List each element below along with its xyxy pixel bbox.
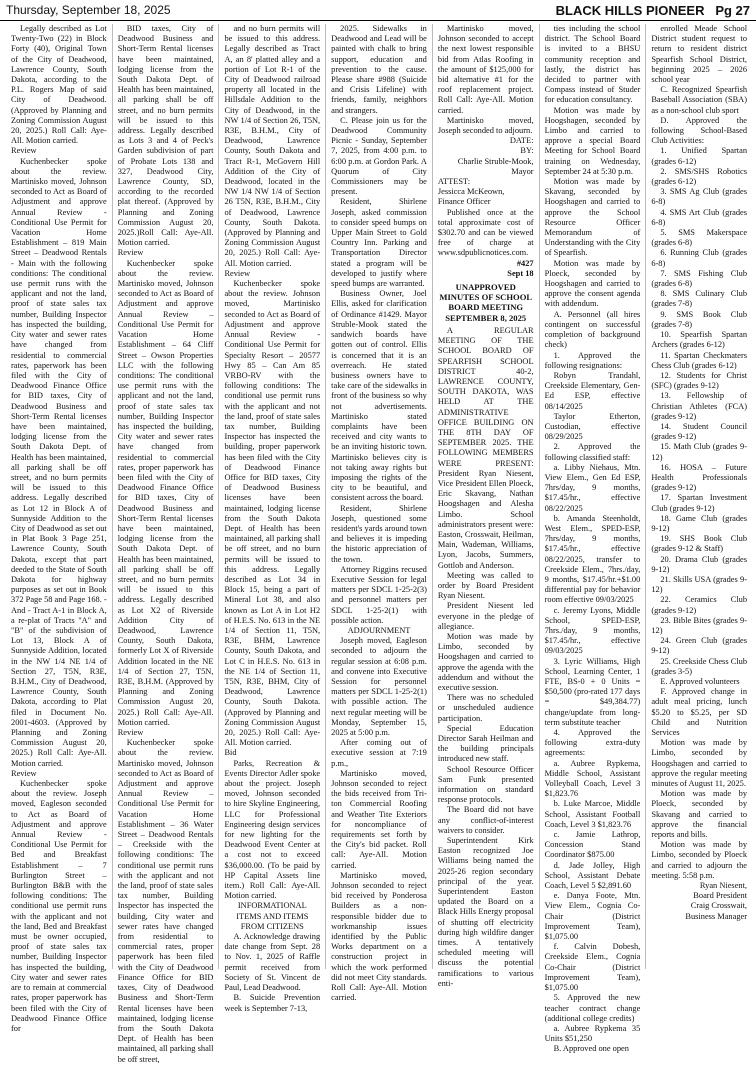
paragraph: 11. Spartan Checkmaters Chess Club (grades 6-12) [651,350,748,370]
paragraph: BY: [520,146,534,156]
paragraph: School Resource Officer Sam Funk presented information on standard response protocols. [437,764,534,805]
column-5 [433,24,540,988]
paragraph: Review [224,268,251,278]
paragraph: B. Suicide Prevention week is September 7-13, [224,993,321,1013]
paragraph: Motion was made by Skavang, seconded by Hoogshagen and carried to approve the School Resource Officer Memorandum of Understanding with the City of Spearfish. [544,177,641,258]
paragraph: 10. Spearfish Spartan Archers (grades 6-12) [651,330,748,350]
paragraph: BID taxes, City of Deadwood Business and Short-Term Rental licenses have been maintained, lodging license from the South Dakota Dept. of Health has been maintained, all parking shall be off street, and no burn permits will be issued to this address. Legally described as Lots 3 and 4 of Peck's Garden subdivision of part of Probate Lots 138 and 327, Deadwood City, Lawrence County, SD, according to the recorded plat thereof. (Approved by Planning and Zoning Commission August 20, 2025.)Roll Call: Aye-All. Motion carried. [117,24,214,248]
paragraph: D. Approved the following School-Based Club Activities: [651,115,748,146]
paragraph: Mayor [511,166,534,176]
paragraph: Attorney Riggins recused Executive Session for legal matters per SDCL 1-25-2(3) and personnel matters per SDCL 1-25-2(1) with possible action. [331,564,427,625]
column-2 [113,24,220,1064]
paragraph: ADJOURNMENT [347,625,411,635]
paragraph: A. Acknowledge drawing date change from Sept. 28 to Nov. 1, 2025 of Raffle permit received from Society of St. Vincent de Paul, Lead Deadwood. [224,932,321,993]
paragraph: INFORMATIONAL ITEMS AND ITEMS FROM CITIZENS [236,901,309,931]
paragraph: Charlie Struble-Mook, [457,156,534,166]
paragraph: f. Calvin Dobesh, Creekside Elem., Cognia Co-Chair (District Improvement Team), $1,075.00 [544,942,641,993]
column-6 [540,24,647,1054]
paragraph: 8. SMS Culinary Club (grades 7-8) [651,289,748,309]
paragraph: 22. Ceramics Club (grades 9-12) [651,595,748,615]
paragraph: Ryan Niesent, [699,881,748,891]
paragraph: Business Manager [685,911,748,921]
paragraph: 3. SMS Ag Club (grades 6-8) [651,187,748,207]
paragraph: ties including the school district. The School Board is invited to a BHSU community reception and lastly, the district has decided to partner with Compass instead of Studer for education consultancy. [544,24,641,105]
paragraph: Craig Crosswait, [690,901,748,911]
publication-name: BLACK HILLS PIONEER [555,2,705,18]
paragraph: e. Danya Foote, Mtn. View Elem., Cognia Co-Chair (District Improvement Team), $1,075.00 [544,891,641,942]
paragraph: After coming out of executive session at 7:19 p.m., [331,738,427,768]
paragraph: 1. Unified Spartan (grades 6-12) [651,146,748,166]
paragraph: 3. Lyric Williams, High School, Learning Center, 1 FTE, BS-0 + 0 Units = $50,500 (pro-rated 177 days = $49,384.77) change/update from long-term substitute teacher [544,656,641,727]
paragraph: Sept 18 [507,268,534,278]
paragraph: Resident, Shirlene Joseph, asked commission to consider speed bumps on Upper Main Street to Gold Country Inn. Parking and Transportation Director stated a program will be developed to justify where speed bumps are warranted. [331,197,427,289]
paragraph: b. Amanda Steenholdt, West Elem., SPED-ESP, 7hrs/day, 9 months, $17.45/hr., effective 08/22/2025, transfer to Creekside Elem., 7hrs./day, 9 months, $17.45/hr.+$1.00 differential pay for behavior room effective 09/03/2025 [544,513,641,605]
paragraph: 21. Skills USA (grades 9-12) [651,574,748,595]
paragraph: Review [117,248,144,258]
paragraph: Motion was made by Ploeck, seconded by Hoogshagen and carried to approve the consent agenda with addendum. [544,258,641,309]
paragraph: The Board did not have any conflict-of-interest waivers to consider. [437,805,534,835]
paragraph: 2. SMS/SHS Robotics (grades 6-12) [651,166,748,187]
paragraph: Meeting was called to order by Board President Ryan Niesent. [437,570,534,601]
paragraph: There was no scheduled or unscheduled audience participation. [437,693,534,723]
paragraph: DATE: [509,136,534,146]
paragraph: 5. Approved the new teacher contract change (additional college credits) [544,993,641,1023]
paragraph: enrolled Meade School District student request to return to resident district Spearfish School District, beginning 2025 – 2026 school year [651,24,748,85]
issue-date: Thursday, September 18, 2025 [6,3,171,17]
page-number: Pg 27 [715,2,750,18]
paragraph: E. Approved volunteers [660,677,740,686]
paragraph: Bid [224,748,237,758]
paragraph: Kuchenbecker spoke about the review. Joseph moved, Eagleson seconded to Act as Board of Adjustment and approve Annual Review - Conditional Use Permit for Bed and Breakfast Establishment – 7 Burlington Street – Burlington B&B with the following conditions: The conditional use permit runs with the applicant and not the land, Bed and Breakfast must be owner occupied, proof of state sales tax number, Building Inspector has inspected the building, City water and sewer rates are to remain at commercial rates, proper paperwork has been filed with the City of Deadwood Finance Office for [11,779,107,1033]
paragraph: Kuchenbecker spoke about the review. Martinisko moved, Johnson seconded to Act as Board of Adjustment and approve Annual Review – Conditional Use Permit for Vacation Home Establishment – 36 Water Street – Deadwood Rentals – Creekside with the following conditions: The conditional use permit runs with the applicant and not the land, proof of state sales tax number, Building Inspector has inspected the building, City water and sewer rates have changed from residential to commercial rates, proper paperwork has been filed with the City of Deadwood Finance Office for BID taxes, City of Deadwood Business and Short-Term Rental licenses have been maintained, lodging license from the South Dakota Dept. of Health has been maintained, all parking shall be off street, [117,738,214,1064]
paragraph: 18. Game Club (grades 9-12) [651,513,748,533]
paragraph: 2025. Sidewalks in Deadwood and Lead will be painted with chalk to bring support, education and prevention to the cause. Please share #988 (Suicide and Crisis Lifeline) with friends, family, neighbors and strangers. [331,24,427,115]
column-7 [646,24,752,969]
paragraph: C. Recognized Spearfish Baseball Association (SBA) as a non-school club sport [651,85,748,115]
paragraph: Special Education Director Sarah Heilman and the building principals introduced new staff. [437,723,534,764]
paragraph: 20. Drama Club (grades 9-12) [651,554,748,574]
paragraph: d. Jade Jolley, High School, Assistant Debate Coach, Level 5 $2,891.60 [544,860,641,891]
paragraph: Joseph moved, Eagleson seconded to adjourn the regular session at 6:08 p.m. and convene into Executive Session for personnel matters per SDCL 1-25-2(1) with possible action. The next regular meeting will be Monday, September 15, 2025 at 5:00 p.m. [331,636,427,738]
paragraph: F. Approved change in adult meal pricing, lunch $5.20 to $5.25, per SD Child and Nutrition Services [651,687,748,738]
paragraph: 14. Student Council (grades 9-12) [651,421,748,442]
paragraph: 1. Approved the following resignations: [544,350,641,370]
column-1 [6,24,113,1033]
paragraph: 9. SMS Book Club (grades 7-8) [651,309,748,329]
paragraph: #427 [516,258,534,268]
paragraph: Robyn Trandahl, Creekside Elementary, Gen-Ed ESP, effective 08/14/2025 [544,370,641,411]
paragraph: 5. SMS Makerspace (grades 6-8) [651,228,748,248]
paragraph: Motion was made by Ploeck, seconded by Skavang and carried to approve the financial reports and bills. [651,789,748,840]
masthead [556,3,750,18]
paragraph: 17. Spartan Investment Club (grades 9-12) [651,493,748,513]
columns [0,21,756,1064]
paragraph: President Niesent led everyone in the pledge of allegiance. [437,601,534,631]
paragraph: Martinisko moved, Johnson seconded to accept the next lowest responsible bid from Atlas Roofing in the amount of $125,000 for bid alternative #1 for the roof replacement project. Roll Call: Aye-All. Motion carried. [437,24,534,115]
paragraph: 19. SHS Book Club (grades 9-12 & Staff) [651,534,748,554]
paragraph: Published once at the total approximate cost of $302.70 and can be viewed free of charge at www.sdpublicnotices.com. [437,207,534,258]
paragraph: a. Aubree Rypkema 35 Units $51,250 [544,1023,641,1044]
paragraph: c. Jeremy Lyons, Middle School, SPED-ESP, 7hrs./day, 9 months, $17.45/hr., effective 09/03/2025 [544,605,641,656]
paragraph: Motion was made by Limbo, seconded by Hoogshagen and carried to approve the regular meeting minutes of August 11, 2025. [651,738,748,789]
paragraph: Board President [693,891,748,901]
paragraph: Legally described as Lot Twenty-Two (22) in Block Forty (40), Original Town of the City of Deadwood, Lawrence County, South Dakota, according to the P.L. Rogers Map of said City of Deadwood. (Approved by Planning and Zoning Commission August 20, 2025.) Roll Call: Aye-All. Motion carried. [11,24,107,146]
paragraph: 4. SMS Art Club (grades 6-8) [651,207,748,227]
paragraph: Motion was made by Limbo, seconded by Ploeck and carried to adjourn the meeting. 5:58 p.m. [651,840,748,880]
paragraph: a. Aubree Rypkema, Middle School, Assistant Volleyball Coach, Level 3 $1,823.76 [544,758,641,799]
paragraph: 7. SMS Fishing Club (grades 6-8) [651,268,748,289]
paragraph: A REGULAR MEETING OF THE SCHOOL BOARD OF SPEARFISH SCHOOL DISTRICT 40-2, LAWRENCE COUNTY, SOUTH DAKOTA, WAS HELD AT THE ADMINISTRATIVE OFFICE BUILDING ON THE 8TH DAY OF SEPTEMBER 2025. THE FOLLOWING MEMBERS WERE PRESENT: President Ryan Niesent, Vice President Ellen Ploeck, Eric Skavang, Nathan Hoogshagen and Alesha Limbo. School administrators present were: Easton, Crosswait, Heilman, Main, Wademan, Williams, Lyon, Jacobs, Summers, Gottlob and Anderson. [437,325,534,570]
paragraph: Resident, Shirlene Joseph, questioned some resident's yards around town and believes it is impeding the historic appreciation of the town. [331,503,427,564]
paragraph: A. Personnel (all hires contingent on successful completion of background check) [544,309,641,350]
paragraph: 24. Green Club (grades 9-12) [651,636,748,656]
column-3 [219,24,326,1013]
paragraph: Martinisko moved, Johnson seconded to reject bid received by Ponderosa Builders as a non-responsible bidder due to workmanship issues identified by the Public Works department on a construction project in which the work performed did not meet City standards. Roll Call: Aye-All. Motion carried. [331,870,427,1003]
paragraph: 2. Approved the following classified staff: [544,442,641,462]
paragraph: Review [117,728,144,738]
paragraph: Motion was made by Limbo, seconded by Hoogshagen and carried to approve the agenda with the addendum and without the executive session. [437,631,534,692]
paragraph: Martinisko moved, Joseph seconded to adjourn. [437,115,534,136]
paragraph: 15. Math Club (grades 9-12) [651,442,748,462]
paragraph: 6. Running Club (grades 6-8) [651,248,748,268]
paragraph: 25. Creekside Chess Club (grades 3-5) [651,656,748,676]
paragraph: and no burn permits will be issued to this address. Legally described as Tract A, an 8' platted alley and a portion of Lot R-1 of the City of Deadwood railroad property all located in the Hillsdale Addition to the City of Deadwood, in the NW 1/4 of Section 26, T5N, R3E, B.H.M., City of Deadwood, Lawrence County, South Dakota and Tract R-1, McGovern Hill Addition of the City of Deadwood, located in the NW 1/4 NW 1/4 of Section 26 T5N, R3E, B.H.M., City of Deadwood, Lawrence County, South Dakota. (Approved by Planning and Zoning Commission August 20, 2025.) Roll Call: Aye-All. Motion carried. [224,24,321,268]
paragraph: 4. Approved the following extra-duty agreements: [544,728,641,758]
paragraph: 12. Students for Christ (SFC) (grades 9-12) [651,370,748,391]
paragraph: Review [11,768,37,778]
paragraph: ATTEST: [437,177,471,187]
paragraph: Jessicca McKeown, [437,187,505,197]
paragraph: 13. Fellowship of Christian Athletes (FCA) (grades 9-12) [651,391,748,421]
paragraph: a. Libby Niehaus, Mtn. View Elem., Gen Ed ESP, 7hrs/day, 9 months, $17.45/hr., effective 08/22/2025 [544,462,641,513]
paragraph: C. Please join us for the Deadwood Community Picnic - Sunday, September 7, 2025, from 4:00 p.m. to 6:00 p.m. at Gordon Park. A Quorum of City Commissioners may be present. [331,115,427,197]
column-4 [326,24,433,1003]
paragraph: Kuchenbecker spoke about the review. Johnson moved, Martinisko seconded to Act as Board of Adjustment and approve Annual Review - Conditional Use Permit for Specialty Resort – 20577 Hwy 85 – Can Am 85 VRBO-RV with the following conditions: The conditional use permit runs with the applicant and not the land, proof of state sales tax number, Building Inspector has inspected the building, proper paperwork has been filed with the City of Deadwood Finance Office for BID taxes, City of Deadwood Business licenses have been maintained, lodging license from the South Dakota Dept. of Health has been maintained, all parking shall be off street, and no burn permits will be issued to this address. Legally described as Lot 34 in Block 15, being a part of Mineral Lot 38, and also known as Lot A in Lot H2 of H.E.S. No. 613 in the NE 1/4 of Section 11, T5N, R3E, BHM, Lawrence County, South Dakota, and Lot C in H.E.S. No. 613 in the NE 1/4 of Section 11, T5N, R3E, BHM, City of Deadwood, Lawrence County, South Dakota. (Approved by Planning and Zoning Commission August 20, 2025.) Roll Call: Aye-All. Motion carried. [224,279,321,748]
paragraph: Parks, Recreation & Events Director Adler spoke about the project. Joseph moved, Johnson seconded to hire Skyline Engineering, LLC for Professional Engineering design services for new lighting for the Deadwood Event Center at a cost not to exceed $36,000.00. (To be paid by HP Capital Assets line item.) Roll Call: Aye-All. Motion carried. [224,758,321,901]
page-header [0,0,756,21]
paragraph: Superintendent Kirk Easton recognized Joe Williams being named the 2025-26 region secondary principal of the year. Superintendent Easton updated the Board on a Black Hills Energy proposal of shutting off electricity during high wildfire danger times. A tentatively scheduled meeting will discuss the potential ramifications to various enti- [437,836,534,988]
paragraph: Motion was made by Hoogshagen, seconded by Limbo and carried to approve a special Board Meeting for School Board training on Wednesday, September 24 at 5:30 p.m. [544,105,641,176]
paragraph: Taylor Etherton, Custodian, effective 08/29/2025 [544,411,641,442]
paragraph: 23. Bible Bites (grades 9-12) [651,615,748,635]
paragraph: Martinisko moved, Johnson seconded to reject the bids received from Tri-ton Commercial Roofing and Weather Tite Exteriors for noncompliance of requirements set forth by the City's bid packet. Roll call: Aye-All. Motion carried. [331,768,427,870]
paragraph: c. Jamie Lathrop, Concession Stand Coordinator $875.00 [544,830,641,860]
paragraph: Business Owner, Joel Ellis, asked for clarification of Ordinance #1429. Mayor Struble-Mook stated the sandwich boards have gotten out of control. Ellis is concerned that it is an overreach. He stated business owners have to take care of the sidewalks in front of the business so why not advertisements. Martinisko stated complaints have been received and city wants to be an inviting historic town. Martinisko believes city is not taking away rights but imposing the rights of the city to be beautiful, and consistent across the board. [331,289,427,503]
paragraph: 16. HOSA – Future Health Professionals (grades 9-12) [651,462,748,493]
paragraph: Kuchenbecker spoke about the review. Martinisko moved, Johnson seconded to Act as Board of Adjustment and approve Annual Review – Conditional Use Permit for Vacation Home Establishment – 64 Cliff Street – Owson Properties LLC with the following conditions: The conditional use permit runs with the applicant and not the land, proof of state sales tax number, Building Inspector has inspected the building, City water and sewer rates have changed from residential to commercial rates, proper paperwork has been filed with the City of Deadwood Finance Office for BID taxes, City of Deadwood Business and Short-Term Rental licenses have been maintained, lodging license from the South Dakota Dept. of Health has been maintained, all parking shall be off street, and no burn permits will be issued to this address. Legally described as Lot X2 of Riverside Addition City of Deadwood, Lawrence County, South Dakota, formerly Lot X of Riverside Addition located in the NE 1/4 of Section 27, T5N, R3E, B.H.M. (Approved by Planning and Zoning Commission August 20, 2025.) Roll Call: Aye-All. Motion carried. [117,258,214,727]
paragraph: b. Luke Marcoe, Middle School, Assistant Football Coach, Level 3 $1,823.76 [544,799,641,829]
paragraph: Kuchenbecker spoke about the review. Martinisko moved, Johnson seconded to Act as Board of Adjustment and approve Annual Review - Conditional Use Permit for Vacation Home Establishment – 819 Main Street – Deadwood Rentals - Main with the following conditions: The conditional use permit runs with the applicant and not the land, proof of state sales tax number, Building Inspector has inspected the building, City water and sewer rates have changed from residential to commercial rates, paperwork has been filed with the City of Deadwood Finance Office for BID taxes, City of Deadwood Business and Short-Term Rental licenses have been maintained, lodging license from the South Dakota Dept. of Health has been maintained, all parking shall be off street, and no burn permits will be issued to this address. Legally described as Lot 12 in Block A of Sunnyside Addition to the City of Deadwood as set out in Plat Book 3 Page 251, Lawrence County, South Dakota, except that part deeded to the State of South Dakota for highway purposes as set out in Book 372 Page 58 and Page 168. - And - Tract A-1 in Block A, a re-plat of Tracts "A" and "B" of the subdivision of Lot 13, Block A of Sunnyside Addition, located in the NW 1/4 NE 1/4 of Section 27, T5N, R3E, B.H.M., City of Deadwood, Lawrence County, South Dakota, according to Plat filed in Document No. 2001-4603. (Approved by Planning and Zoning Commission August 20, 2025.) Roll Call: Aye-All. Motion carried. [11,156,107,768]
paragraph: UNAPPROVED MINUTES OF SCHOOL BOARD MEETING SEPTEMBER 8, 2025 [439,282,533,323]
paragraph: Finance Officer [437,197,491,207]
paragraph: B. Approved one open [553,1044,629,1054]
paragraph: Review [11,146,37,156]
